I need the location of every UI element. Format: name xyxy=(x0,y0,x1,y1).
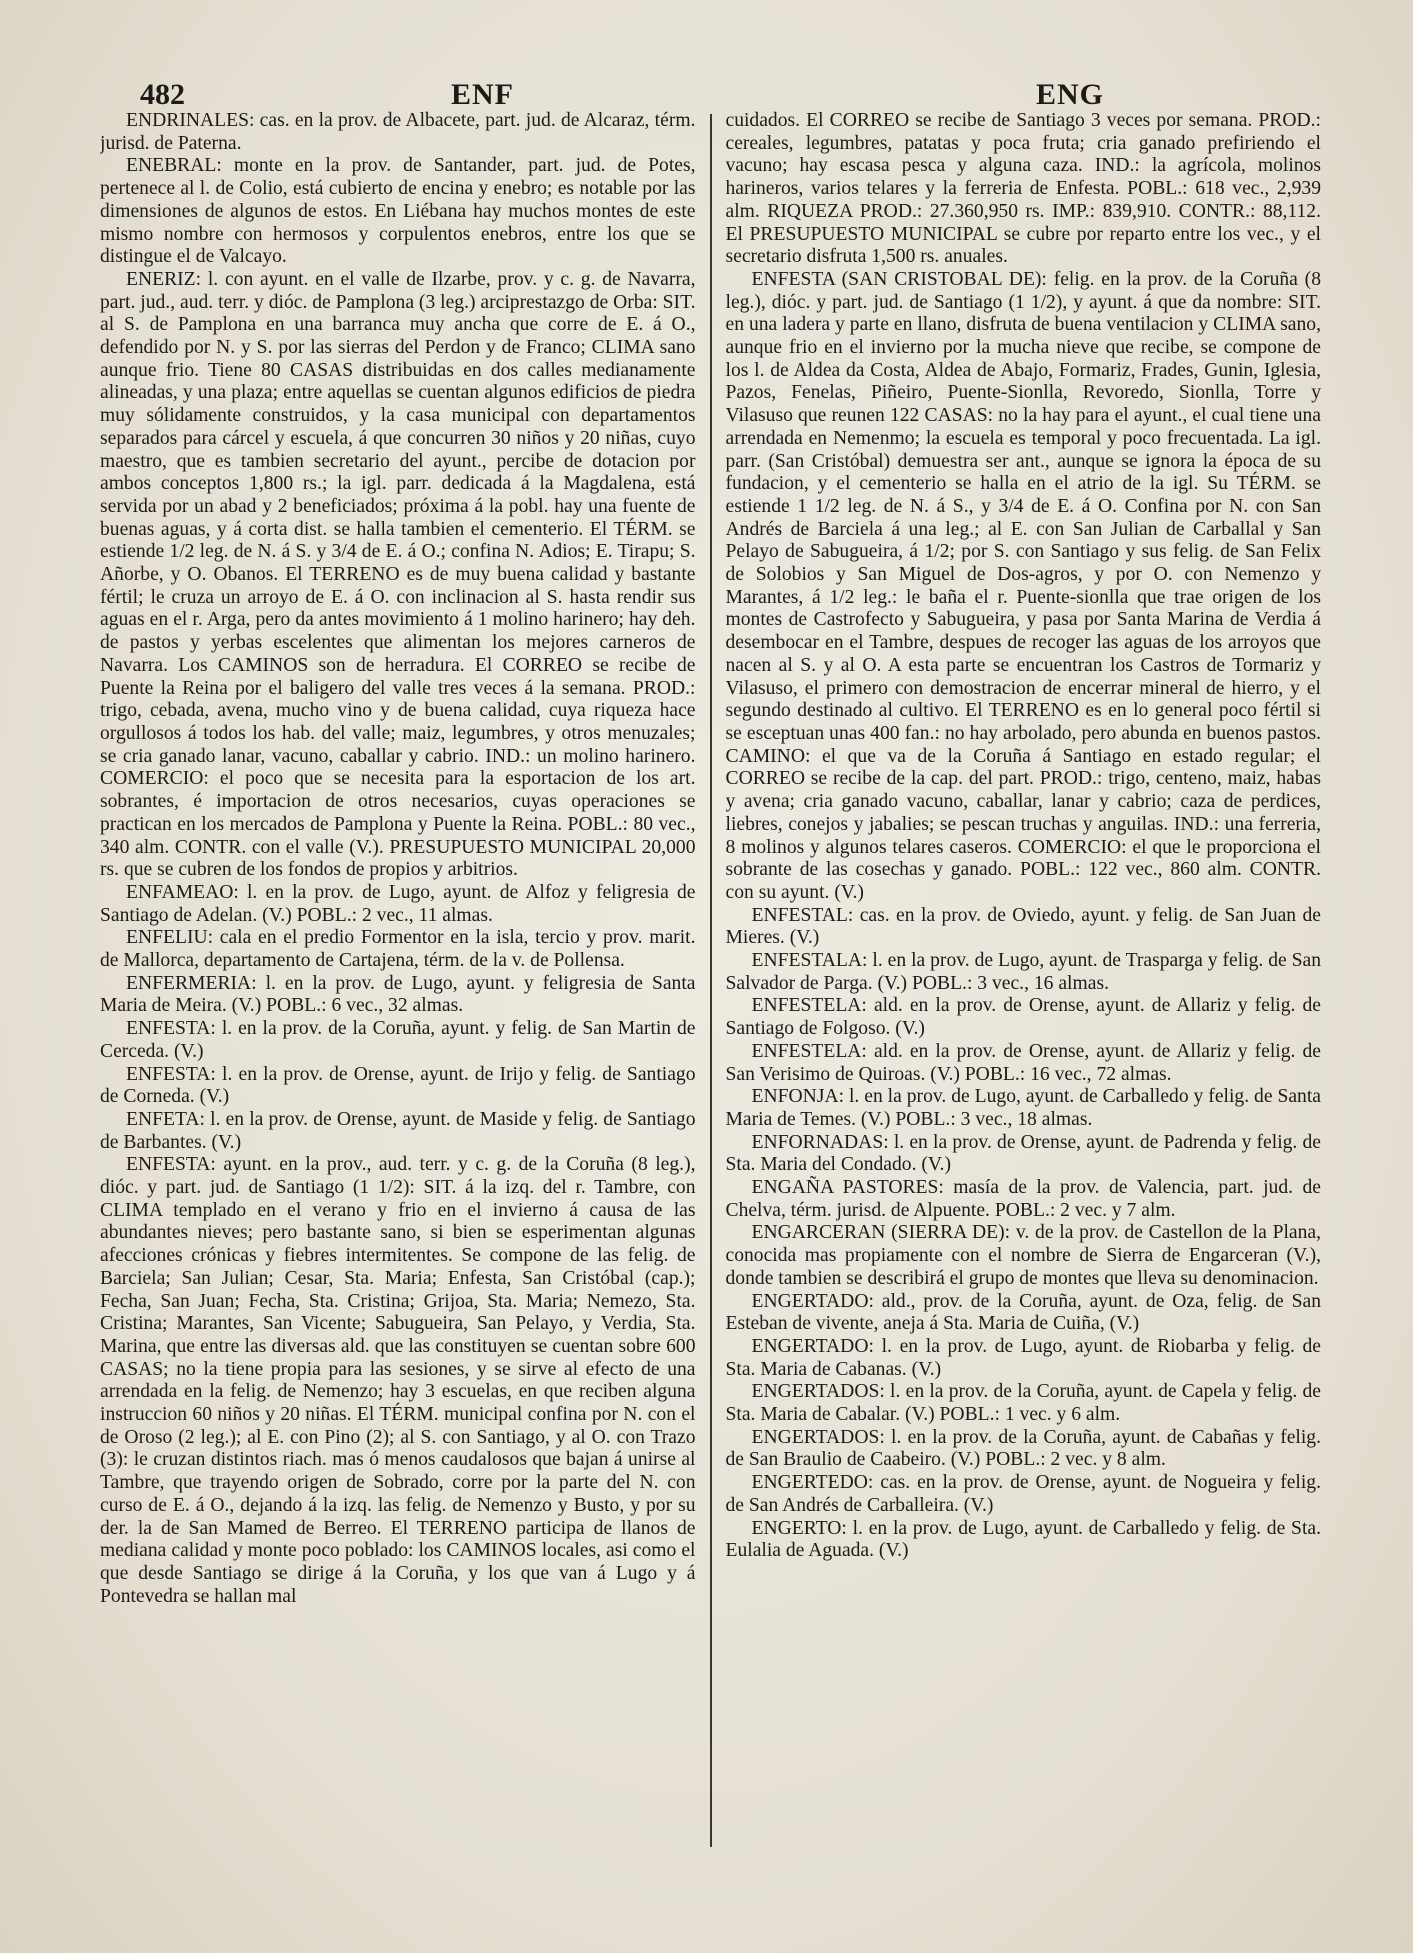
entry: ENFELIU: cala en el predio Formentor en la isla, tercio y prov. marit. de Mallorca, departamento de Cartajena, térm. de la v. de Pollensa. xyxy=(100,927,696,972)
entry: ENFESTELA: ald. en la prov. de Orense, ayunt. de Allariz y felig. de San Verisimo de Quiroas. (V.) POBL.: 16 vec., 72 almas. xyxy=(725,1040,1321,1085)
page-number: 482 xyxy=(140,78,185,111)
running-head-right: ENG xyxy=(1036,78,1105,111)
entry: ENFESTELA: ald. en la prov. de Orense, ayunt. de Allariz y felig. de Santiago de Folgoso. (V.) xyxy=(725,995,1321,1040)
entry: ENFESTA: ayunt. en la prov., aud. terr. y c. g. de la Coruña (8 leg.), dióc. y part. jud. de Santiago (1 1/2): SIT. á la izq. del r. Tambre, con CLIMA templado en el verano y frio en el invierno á causa de las abundantes nieves; pero bastante sano, si bien se esperimentan algunas afecciones crónicas y fiebres intermitentes. Se compone de las felig. de Barciela; San Julian; Cesar, Sta. Maria; Enfesta, San Cristóbal (cap.); Fecha, San Juan; Fecha, Sta. Cristina; Grijoa, Sta. Maria; Nemezo, Sta. Cristina; Marantes, San Vicente; Sabugueira, San Pelayo, y Verdia, Sta. Marina, que entre las diversas ald. que las constituyen se cuentan sobre 600 CASAS; no la tiene propia para las sesiones, y se sirve al efecto de una arrendada en la felig. de Nemenzo; hay 3 escuelas, en que reciben alguna instruccion 60 niños y 20 niñas. El TÉRM. municipal confina por N. con el de Oroso (2 leg.); al E. con Pino (2); al S. con Santiago, y al O. con Trazo (3): le cruzan distintos riach. mas ó menos caudalosos que bajan á unirse al Tambre, que trayendo origen de Sobrado, corre por la parte del N. con curso de E. á O., dejando á la izq. las felig. de Nemenzo y Busto, y por su der. la de San Mamed de Berreo. El TERRENO participa de llanos de mediana calidad y monte poco poblado: los CAMINOS locales, asi como el que desde Santiago se dirige á la Coruña, y los que van á Lugo y á Pontevedra se hallan mal xyxy=(100,1154,696,1607)
entry: ENFESTAL: cas. en la prov. de Oviedo, ayunt. y felig. de San Juan de Mieres. (V.) xyxy=(725,904,1321,949)
left-column xyxy=(100,110,696,1917)
entry: ENFESTA (SAN CRISTOBAL DE): felig. en la prov. de la Coruña (8 leg.), dióc. y part. jud. de Santiago (1 1/2), y ayunt. á que da nombre: SIT. en una ladera y parte en llano, disfruta de buena ventilacion y CLIMA sano, aunque frio en el invierno por la mucha nieve que recibe, se compone de los l. de Aldea da Costa, Aldea de Abajo, Formariz, Frades, Gunin, Iglesia, Pazos, Fenelas, Piñeiro, Puente-Sionlla, Revoredo, Sionlla, Torre y Vilasuso que reunen 122 CASAS: no la hay para el ayunt., el cual tiene una arrendada en Nemenmo; la escuela es temporal y poco frecuentada. La igl. parr. (San Cristóbal) demuestra ser ant., aunque se ignora la época de su fundacion, y el cementerio se halla en el atrio de la igl. Su TÉRM. se estiende 1 1/2 leg. de N. á S., y 3/4 de E. á O. Confina por N. con San Andrés de Barciela á una leg.; al E. con San Julian de Carballal y San Pelayo de Sabugueira, á 1/2; por S. con Santiago y sus felig. de San Felix de Solobios y San Miguel de Dos-agros, y por O. con Nemenzo y Marantes, á 1/2 leg.: le baña el r. Puente-sionlla que trae origen de los montes de Castrofecto y Sabugueira, y pasa por Santa Marina de Verdia á desembocar en el Tambre, despues de recoger las aguas de los arroyos que nacen al S. y al O. A esta parte se encuentran los Castros de Tormariz y Vilasuso, el primero con demostracion de encerrar mineral de hierro, y el segundo destinado al cultivo. El TERRENO es en lo general poco fértil si se esceptuan unas 400 fan.: no hay arbolado, pero abunda en buenos pastos. CAMINO: el que va de la Coruña á Santiago en estado regular; el CORREO se recibe de la cap. del part. PROD.: trigo, centeno, maiz, habas y avena; cria ganado vacuno, caballar, lanar y cabrio; caza de perdices, liebres, conejos y jabalies; se pescan truchas y anguilas. IND.: una ferreria, 8 molinos y algunos telares caseros. COMERCIO: el que le proporciona el sobrante de las cosechas y ganado. POBL.: 122 vec., 860 alm. CONTR. con su ayunt. (V.) xyxy=(725,268,1321,903)
entry: ENGARCERAN (SIERRA DE): v. de la prov. de Castellon de la Plana, conocida mas propiamente con el nombre de Sierra de Engarceran (V.), donde tambien se describirá el grupo de montes que lleva su denominacion. xyxy=(725,1222,1321,1289)
entry: ENGERTO: l. en la prov. de Lugo, ayunt. de Carballedo y felig. de Sta. Eulalia de Aguada. (V.) xyxy=(725,1517,1321,1562)
entry: ENGERTADO: ald., prov. de la Coruña, ayunt. de Oza, felig. de San Esteban de vivente, aneja á Sta. Maria de Cuiña, (V.) xyxy=(725,1290,1321,1335)
entry: ENFESTA: l. en la prov. de la Coruña, ayunt. y felig. de San Martin de Cerceda. (V.) xyxy=(100,1018,696,1062)
right-column xyxy=(726,110,1322,1917)
entry: ENGERTADO: l. en la prov. de Lugo, ayunt. de Riobarba y felig. de Sta. Maria de Cabanas. (V.) xyxy=(725,1335,1321,1380)
column-rule xyxy=(710,114,712,1847)
entry: ENFESTA: l. en la prov. de Orense, ayunt. de Irijo y felig. de Santiago de Corneda. (V.) xyxy=(100,1063,696,1108)
entry: ENGAÑA PASTORES: masía de la prov. de Valencia, part. jud. de Chelva, térm. jurisd. de Alpuente. POBL.: 2 vec. y 7 alm. xyxy=(725,1177,1321,1221)
entry: ENFAMEAO: l. en la prov. de Lugo, ayunt. de Alfoz y feligresia de Santiago de Adelan. (V.) POBL.: 2 vec., 11 almas. xyxy=(100,881,696,926)
entry: ENGERTADOS: l. en la prov. de la Coruña, ayunt. de Capela y felig. de Sta. Maria de Cabalar. (V.) POBL.: 1 vec. y 6 alm. xyxy=(725,1381,1321,1426)
entry: ENEBRAL: monte en la prov. de Santander, part. jud. de Potes, pertenece al l. de Colio, está cubierto de encina y enebro; es notable por las dimensiones de algunos de estos. En Liébana hay muchos montes de este mismo nombre con hermosos y corpulentos enebros, entre los que se distingue el de Valcayo. xyxy=(100,155,696,268)
entry: cuidados. El CORREO se recibe de Santiago 3 veces por semana. PROD.: cereales, legumbres, patatas y poca fruta; cria ganado prefiriendo el vacuno; hay escasa pesca y alguna caza. IND.: la agrícola, molinos harineros, varios telares y la ferreria de Enfesta. POBL.: 618 vec., 2,939 alm. RIQUEZA PROD.: 27.360,950 rs. IMP.: 839,910. CONTR.: 88,112. El PRESUPUESTO MUNICIPAL se cubre por reparto entre los vec., y el secretario disfruta 1,500 rs. anuales. xyxy=(725,110,1321,268)
entry: ENDRINALES: cas. en la prov. de Albacete, part. jud. de Alcaraz, térm. jurisd. de Paterna. xyxy=(100,110,696,154)
running-head-left: ENF xyxy=(451,78,514,111)
entry: ENGERTEDO: cas. en la prov. de Orense, ayunt. de Nogueira y felig. de San Andrés de Carballeira. (V.) xyxy=(725,1472,1321,1516)
entry: ENFESTALA: l. en la prov. de Lugo, ayunt. de Trasparga y felig. de San Salvador de Parga. (V.) POBL.: 3 vec., 16 almas. xyxy=(725,950,1321,994)
entry: ENFERMERIA: l. en la prov. de Lugo, ayunt. y feligresia de Santa Maria de Meira. (V.) POBL.: 6 vec., 32 almas. xyxy=(100,972,696,1017)
entry: ENFORNADAS: l. en la prov. de Orense, ayunt. de Padrenda y felig. de Sta. Maria del Condado. (V.) xyxy=(725,1131,1321,1176)
entry: ENFONJA: l. en la prov. de Lugo, ayunt. de Carballedo y felig. de Santa Maria de Temes. (V.) POBL.: 3 vec., 18 almas. xyxy=(725,1086,1321,1130)
entry: ENGERTADOS: l. en la prov. de la Coruña, ayunt. de Cabañas y felig. de San Braulio de Caabeiro. (V.) POBL.: 2 vec. y 8 alm. xyxy=(725,1426,1321,1471)
entry: ENFETA: l. en la prov. de Orense, ayunt. de Maside y felig. de Santiago de Barbantes. (V.) xyxy=(100,1108,696,1153)
text-columns xyxy=(100,110,1321,1917)
entry: ENERIZ: l. con ayunt. en el valle de Ilzarbe, prov. y c. g. de Navarra, part. jud., aud. terr. y dióc. de Pamplona (3 leg.) arciprestazgo de Orba: SIT. al S. de Pamplona en una barranca muy ancha que corre de E. á O., defendido por N. y S. por las sierras del Perdon y de Franco; CLIMA sano aunque frio. Tiene 80 CASAS distribuidas en dos calles medianamente alineadas, y una plaza; entre aquellas se cuentan algunos edificios de piedra muy sólidamente construidos, y la casa municipal con departamentos separados para cárcel y escuela, á que concurren 30 niños y 20 niñas, cuyo maestro, que es tambien secretario del ayunt., percibe de dotacion por ambos conceptos 1,800 rs.; la igl. parr. dedicada á la Magdalena, está servida por un abad y 2 beneficiados; próxima á la pobl. hay una fuente de buenas aguas, y á corta dist. se halla tambien el cementerio. El TÉRM. se estiende 1/2 leg. de N. á S. y 3/4 de E. á O.; confina N. Adios; E. Tirapu; S. Añorbe, y O. Obanos. El TERRENO es de muy buena calidad y bastante fértil; le cruza un arroyo de E. á O. con inclinacion al S. hasta rendir sus aguas en el r. Arga, pero da antes movimiento á 1 molino harinero; hay deh. de pastos y yerbas escelentes que alimentan los mejores carneros de Navarra. Los CAMINOS son de herradura. El CORREO se recibe de Puente la Reina por el baligero del valle tres veces á la semana. PROD.: trigo, cebada, avena, mucho vino y de buena calidad, cuya riqueza hace orgullosos á todos los hab. del valle; maiz, legumbres, y otros menuzales; se cria ganado lanar, vacuno, caballar y cabrio. IND.: un molino harinero. COMERCIO: el poco que se necesita para la esportacion de los art. sobrantes, é importacion de otros necesarios, cuyas operaciones se practican en los mercados de Pamplona y Puente la Reina. POBL.: 80 vec., 340 alm. CONTR. con el valle (V.). PRESUPUESTO MUNICIPAL 20,000 rs. que se cubren de los fondos de propios y arbitrios. xyxy=(100,268,696,881)
